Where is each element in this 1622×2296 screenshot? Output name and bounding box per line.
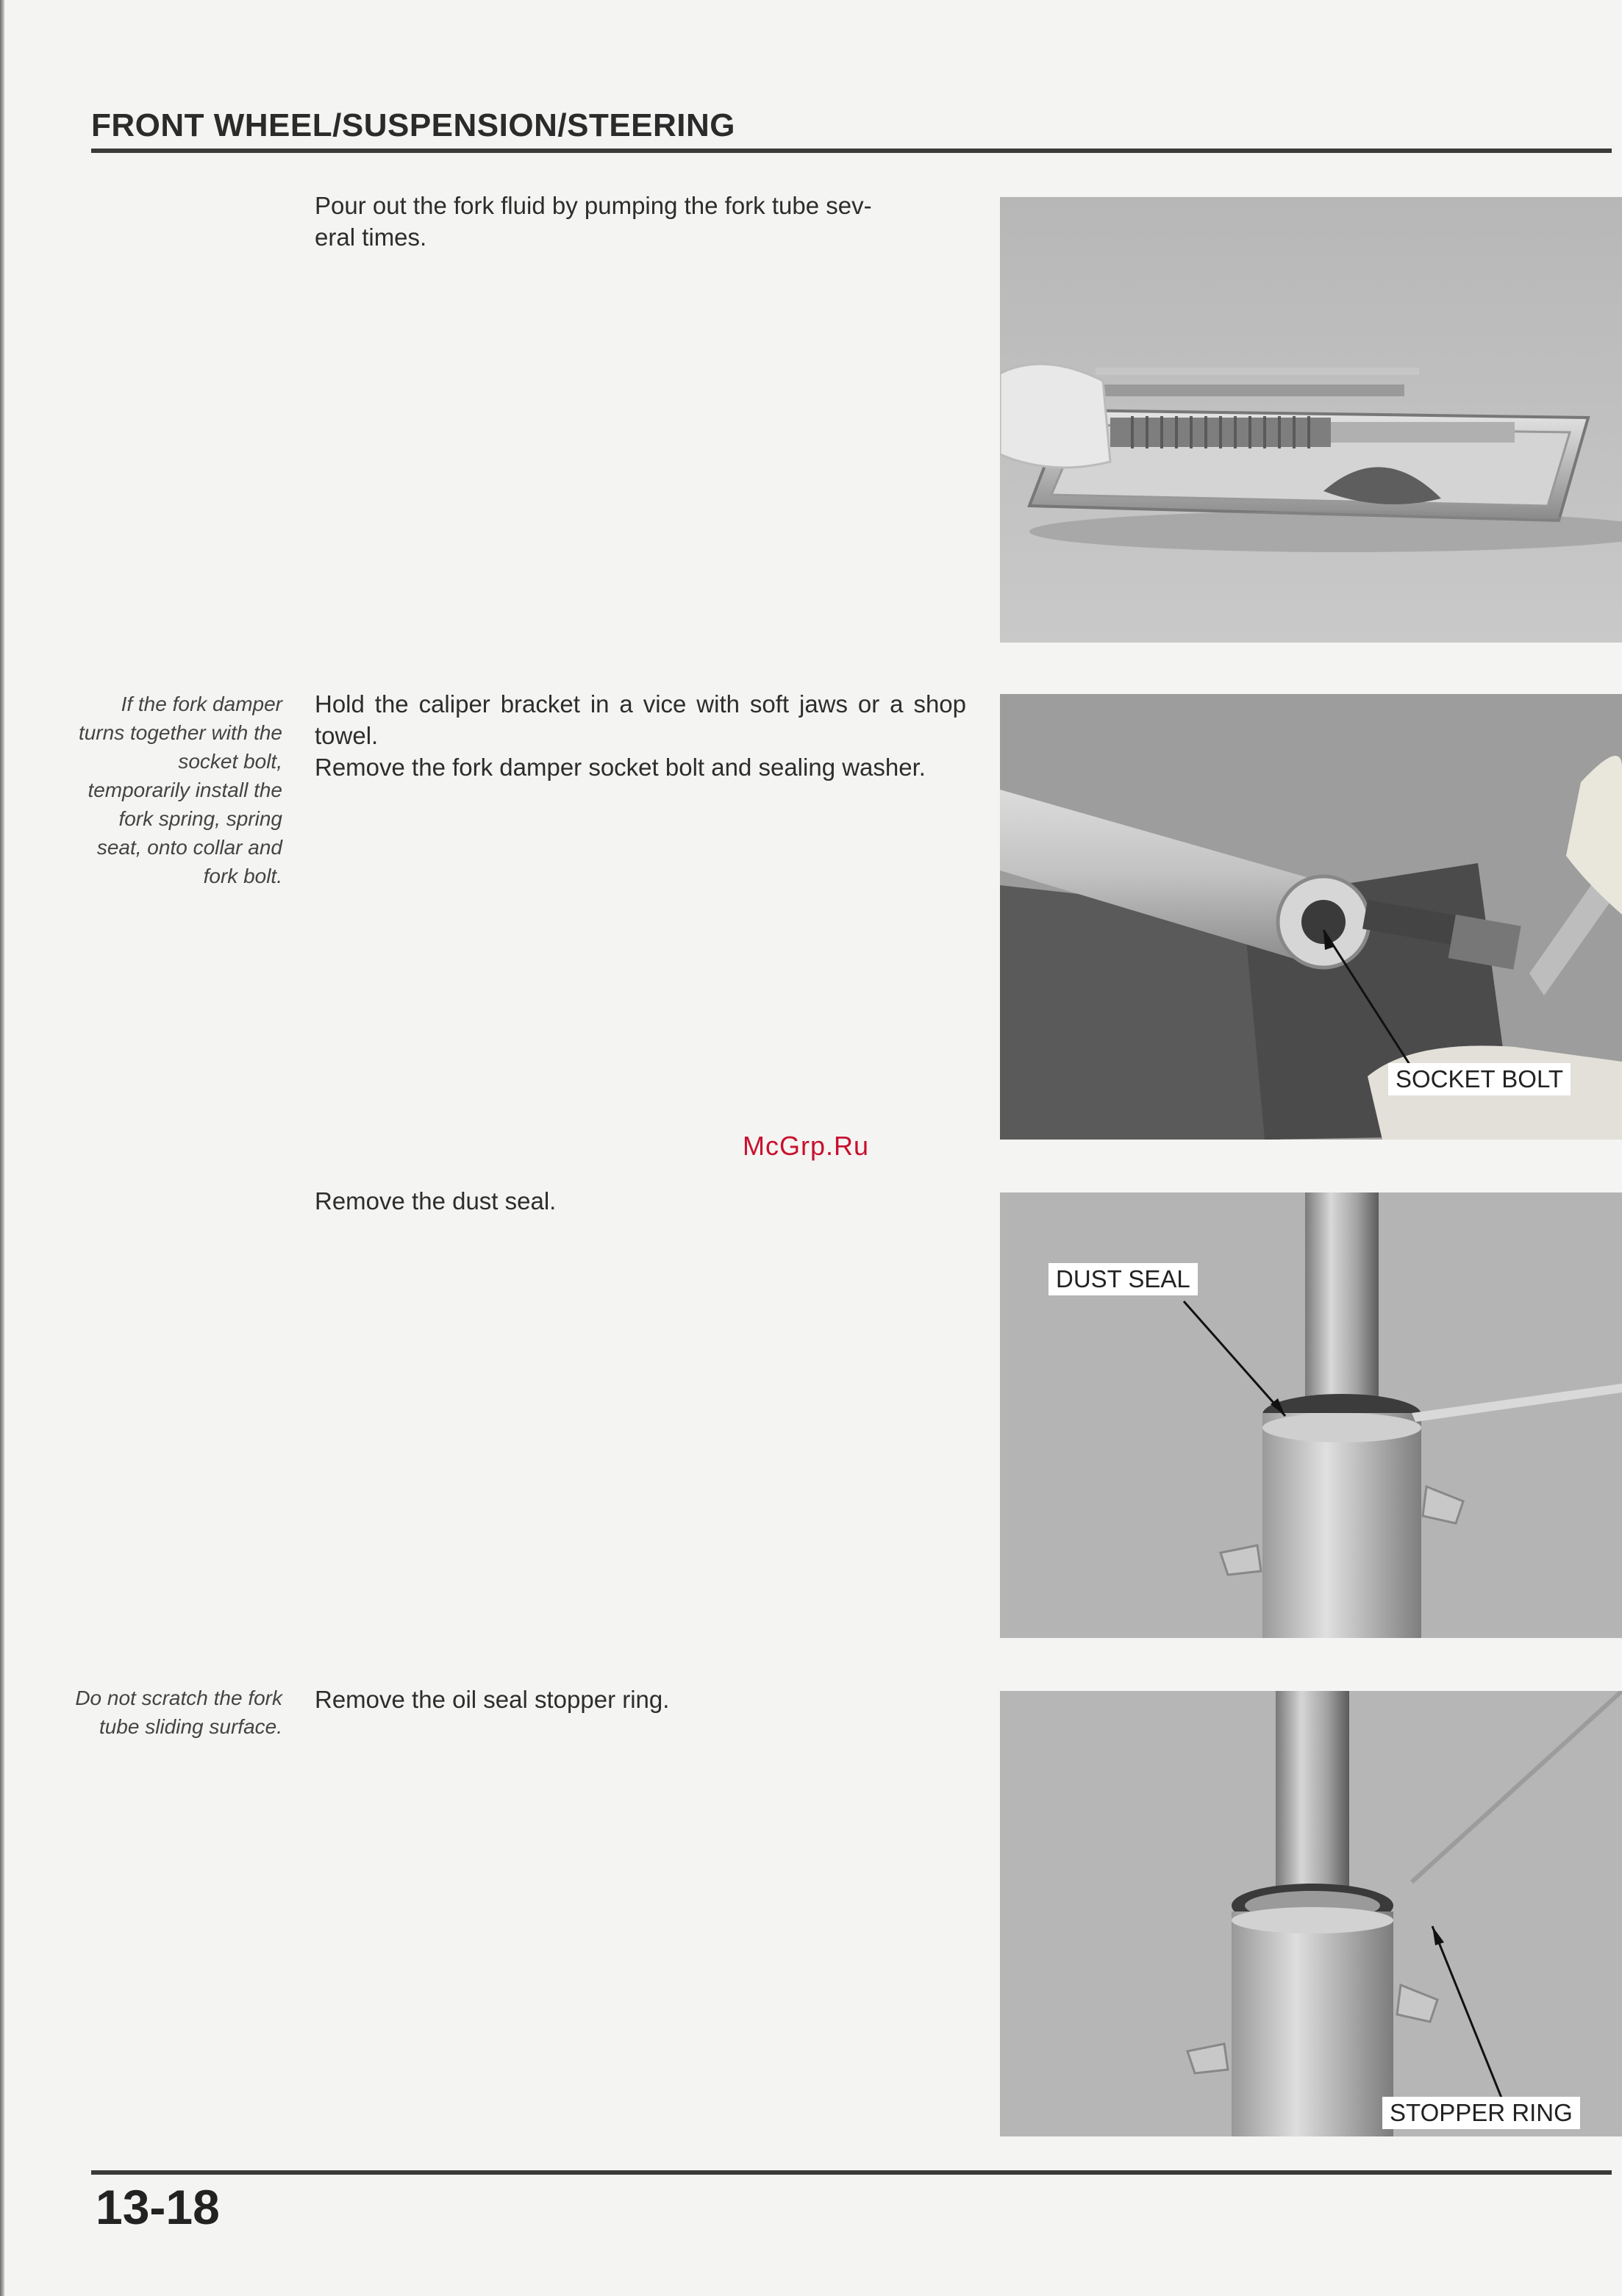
step-2-text [315,688,966,783]
header-rule [91,149,1612,153]
step-3-text [315,1185,966,1217]
dust-seal-image [1000,1192,1622,1638]
photo-fork-fluid-tray [1000,197,1622,643]
dust-seal-callout: DUST SEAL [1048,1263,1198,1295]
step-1-line-2: eral times. [315,223,427,251]
page-number: 13-18 [96,2180,220,2234]
fork-fluid-tray-image [1000,197,1622,643]
watermark: McGrp.Ru [743,1131,870,1161]
dust-seal-leader-line [1176,1294,1294,1426]
photo-dust-seal [1000,1192,1622,1638]
socket-bolt-leader-line [1309,912,1456,1088]
photo-stopper-ring [1000,1691,1622,2136]
step-4-text [315,1684,966,1715]
socket-bolt-callout: SOCKET BOLT [1388,1063,1571,1095]
step-2-line-1: Hold the caliper bracket in a vice with soft jaws or a shop towel. [315,690,966,749]
section-title: FRONT WHEEL/SUSPENSION/STEERING [91,107,736,143]
step-3-line-1: Remove the dust seal. [315,1187,557,1215]
footer-rule [91,2170,1612,2175]
step-1-text [315,190,966,253]
binding-edge [0,0,4,2296]
step-1-line-1: Pour out the fork fluid by pumping the fork tube sev- [315,192,872,219]
step-4-line-1: Remove the oil seal stopper ring. [315,1686,670,1713]
stopper-ring-leader-line [1426,1919,1522,2117]
stopper-ring-callout: STOPPER RING [1382,2097,1580,2129]
step-2-note: If the fork damper turns together with the socket bolt, temporarily install the fork spring, spring seat, onto collar and fork bolt. [78,693,282,887]
step-4-note: Do not scratch the fork tube sliding surface. [75,1687,282,1738]
step-2-line-2: Remove the fork damper socket bolt and sealing washer. [315,754,926,781]
stopper-ring-image [1000,1691,1622,2136]
